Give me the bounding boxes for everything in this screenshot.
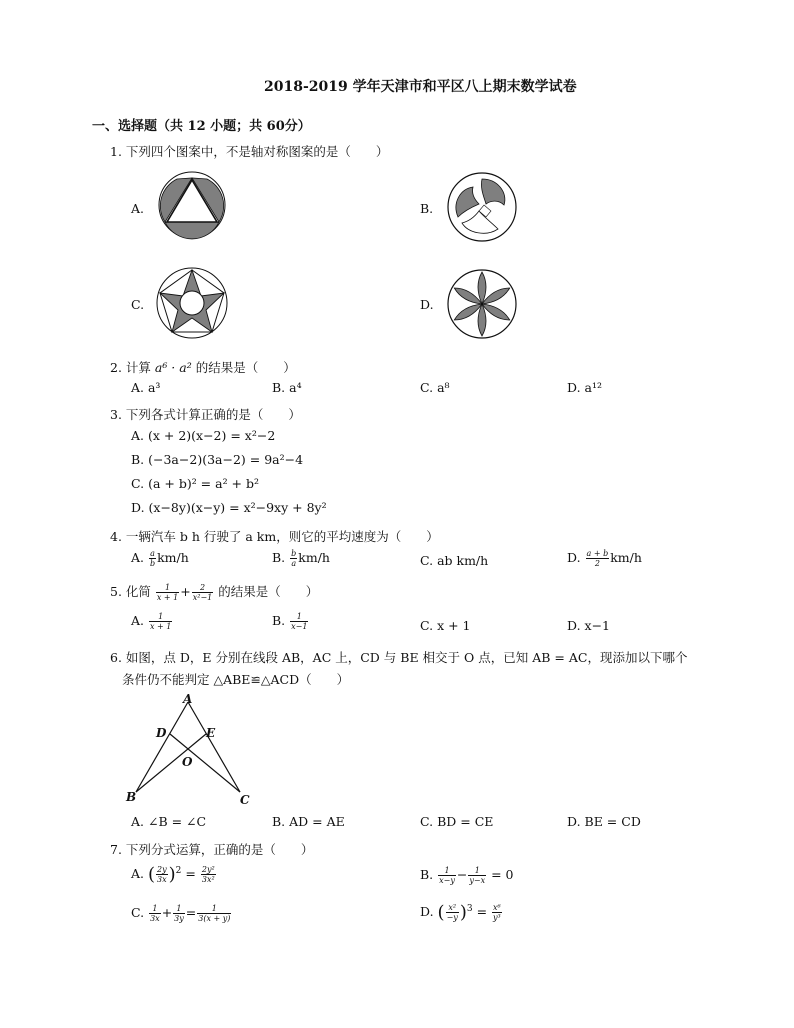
- q7-option-b-rhs: = 0: [491, 867, 514, 882]
- denominator: 3(x + y): [198, 914, 231, 923]
- q2-stem-math: a⁶ · a²: [154, 360, 192, 375]
- point-label-d: D: [156, 726, 167, 740]
- plus-sign: +: [180, 584, 191, 599]
- q7-option-c-label: C.: [131, 905, 145, 920]
- numerator: 2y: [157, 865, 167, 874]
- q5-option-a: [131, 612, 173, 631]
- q7-option-d-label: D.: [420, 904, 434, 919]
- q7-option-d-rhs-fraction: [492, 903, 502, 922]
- q6-option-d: D. BE = CD: [567, 814, 641, 829]
- q6-triangle-figure: [122, 692, 262, 810]
- numerator: x²: [446, 903, 459, 913]
- denominator: x + 1: [156, 593, 179, 602]
- numerator: b: [291, 549, 297, 558]
- denominator: 3x: [157, 875, 167, 884]
- q3-stem: 3. 下列各式计算正确的是（ ）: [110, 407, 301, 422]
- q7-option-c-fraction-3: [197, 904, 231, 923]
- q1-label-c: C.: [131, 297, 145, 312]
- denominator: x²−1: [192, 593, 213, 602]
- denominator: 3x: [150, 914, 160, 923]
- denominator: x−1: [291, 622, 308, 631]
- q3-option-c: C. (a + b)² = a² + b²: [131, 476, 260, 491]
- q2-stem-post: 的结果是（ ）: [191, 360, 296, 375]
- q5-stem-fraction-2: [192, 583, 214, 602]
- numerator: 1: [173, 904, 185, 914]
- q4-option-b-label: B.: [272, 550, 290, 565]
- q4-option-a-label: A.: [131, 550, 148, 565]
- q5-option-d: D. x−1: [567, 618, 610, 633]
- q7-option-c-fraction-2: [173, 904, 185, 923]
- q6-stem-line1: 6. 如图，点 D，E 分别在线段 AB，AC 上，CD 与 BE 相交于 O 点，已知 AB = AC，现添加以下哪个: [110, 650, 688, 665]
- numerator: 1: [149, 904, 161, 914]
- q5-option-b-fraction: [290, 612, 308, 631]
- point-label-o: O: [182, 755, 193, 769]
- q4-option-b: [272, 549, 330, 568]
- q5-stem-post: 的结果是（ ）: [214, 584, 319, 599]
- q4-option-c: C. ab km/h: [420, 553, 489, 568]
- numerator: 1: [197, 904, 231, 914]
- unit: km/h: [298, 550, 330, 565]
- q3-option-b: B. (−3a−2)(3a−2) = 9a²−4: [131, 452, 304, 467]
- q4-option-d: [567, 549, 642, 568]
- q7-option-d: D. ( $\frac{\text{x²}}{-y}$ )$^3$ = $\frac{\text{x⁶}}{\text{y³}}$: [420, 902, 501, 923]
- q5-stem-fraction-1: [156, 583, 179, 602]
- q2-stem-pre: 2. 计算: [110, 360, 155, 375]
- q3-option-d: D. (x−8y)(x−y) = x²−9xy + 8y²: [131, 500, 327, 515]
- q7-option-b-fraction-1: [438, 866, 456, 885]
- denominator: a: [291, 559, 297, 568]
- numerator: 1: [156, 583, 179, 593]
- point-label-a: A: [183, 692, 193, 706]
- denominator: y³: [493, 913, 501, 922]
- page-title: 2018-2019 学年天津市和平区八上期末数学试卷: [264, 79, 577, 95]
- section-heading: 一、选择题（共 12 小题；共 60分）: [92, 119, 311, 134]
- q6-stem-line2: 条件仍不能判定 △ABE≌△ACD（ ）: [122, 672, 350, 687]
- q6-option-b: B. AD = AE: [272, 814, 345, 829]
- q7-option-b-fraction-2: [468, 866, 486, 885]
- numerator: 1: [438, 866, 456, 876]
- q7-option-b-label: B.: [420, 867, 434, 882]
- denominator: 2: [594, 559, 600, 568]
- q2-option-c: C. a⁸: [420, 380, 450, 395]
- numerator: a: [150, 549, 155, 558]
- q6-option-a: A. ∠B = ∠C: [131, 814, 207, 829]
- q6-option-c: C. BD = CE: [420, 814, 494, 829]
- q1-figure-a: [157, 170, 227, 240]
- q1-label-b: B.: [420, 201, 434, 216]
- q4-stem: 4. 一辆汽车 b h 行驶了 a km，则它的平均速度为（ ）: [110, 529, 439, 544]
- denominator: y−x: [469, 876, 486, 885]
- q5-stem: [110, 582, 318, 602]
- numerator: a + b: [586, 549, 609, 558]
- q7-stem: 7. 下列分式运算，正确的是（ ）: [110, 842, 314, 857]
- q2-stem: [110, 358, 296, 376]
- q1-figure-d: [446, 268, 518, 340]
- q2-option-d: D. a¹²: [567, 380, 602, 395]
- q7-option-b: B. $\frac{1}{x-y}$ − $\frac{1}{y-x}$ = 0: [420, 866, 514, 885]
- q4-option-a-fraction: [149, 549, 156, 568]
- denominator: x + 1: [149, 622, 172, 631]
- q5-option-c: C. x + 1: [420, 618, 471, 633]
- q5-option-a-label: A.: [131, 613, 148, 628]
- denominator: b: [149, 559, 156, 568]
- denominator: 3x²: [201, 875, 215, 884]
- point-label-b: B: [126, 790, 137, 804]
- numerator: 2y²: [201, 865, 215, 874]
- numerator: 1: [468, 866, 486, 876]
- q7-option-a-label: A.: [131, 866, 145, 881]
- q5-option-b: [272, 612, 309, 631]
- q1-label-d: D.: [420, 297, 434, 312]
- q2-option-b: B. a⁴: [272, 380, 302, 395]
- q5-stem-pre: 5. 化简: [110, 584, 155, 599]
- exponent: 2: [175, 865, 182, 876]
- q7-option-a-rhs-fraction: [201, 865, 216, 884]
- q7-option-c: C. $\frac{1}{3x}$ + $\frac{1}{3y}$ = $\frac{1}{3(x + y)}$: [131, 904, 231, 923]
- unit: km/h: [610, 550, 642, 565]
- point-label-e: E: [206, 726, 216, 740]
- q4-option-d-label: D.: [567, 550, 585, 565]
- q1-figure-c: [155, 266, 229, 340]
- q2-option-a: A. a³: [131, 380, 161, 395]
- q1-figure-b: [446, 171, 518, 243]
- q7-option-a: A. ( $\frac{2y}{3x}$ )$^2$ = $\frac{\text{2y²}}{\text{3x²}}$: [131, 864, 215, 885]
- q1-stem: 1. 下列四个图案中，不是轴对称图案的是（ ）: [110, 144, 389, 159]
- numerator: x⁶: [493, 903, 501, 912]
- numerator: 1: [290, 612, 308, 622]
- q3-option-a: A. (x + 2)(x−2) = x²−2: [131, 428, 276, 443]
- point-label-c: C: [240, 793, 250, 807]
- q7-option-c-fraction-1: [149, 904, 161, 923]
- q7-option-d-inner-fraction: [446, 903, 459, 922]
- q5-option-a-fraction: [149, 612, 172, 631]
- q4-option-a: [131, 549, 189, 568]
- denominator: 3y: [174, 914, 184, 923]
- q1-label-a: A.: [131, 201, 145, 216]
- numerator: 1: [149, 612, 172, 622]
- exponent: 3: [466, 903, 473, 914]
- q4-option-b-fraction: [290, 549, 297, 568]
- q5-option-b-label: B.: [272, 613, 290, 628]
- numerator: 2: [192, 583, 214, 593]
- denominator: x−y: [439, 876, 455, 885]
- q7-option-a-inner-fraction: [156, 865, 168, 884]
- q4-option-d-fraction: [586, 549, 610, 568]
- denominator: −y: [446, 913, 458, 922]
- unit: km/h: [157, 550, 189, 565]
